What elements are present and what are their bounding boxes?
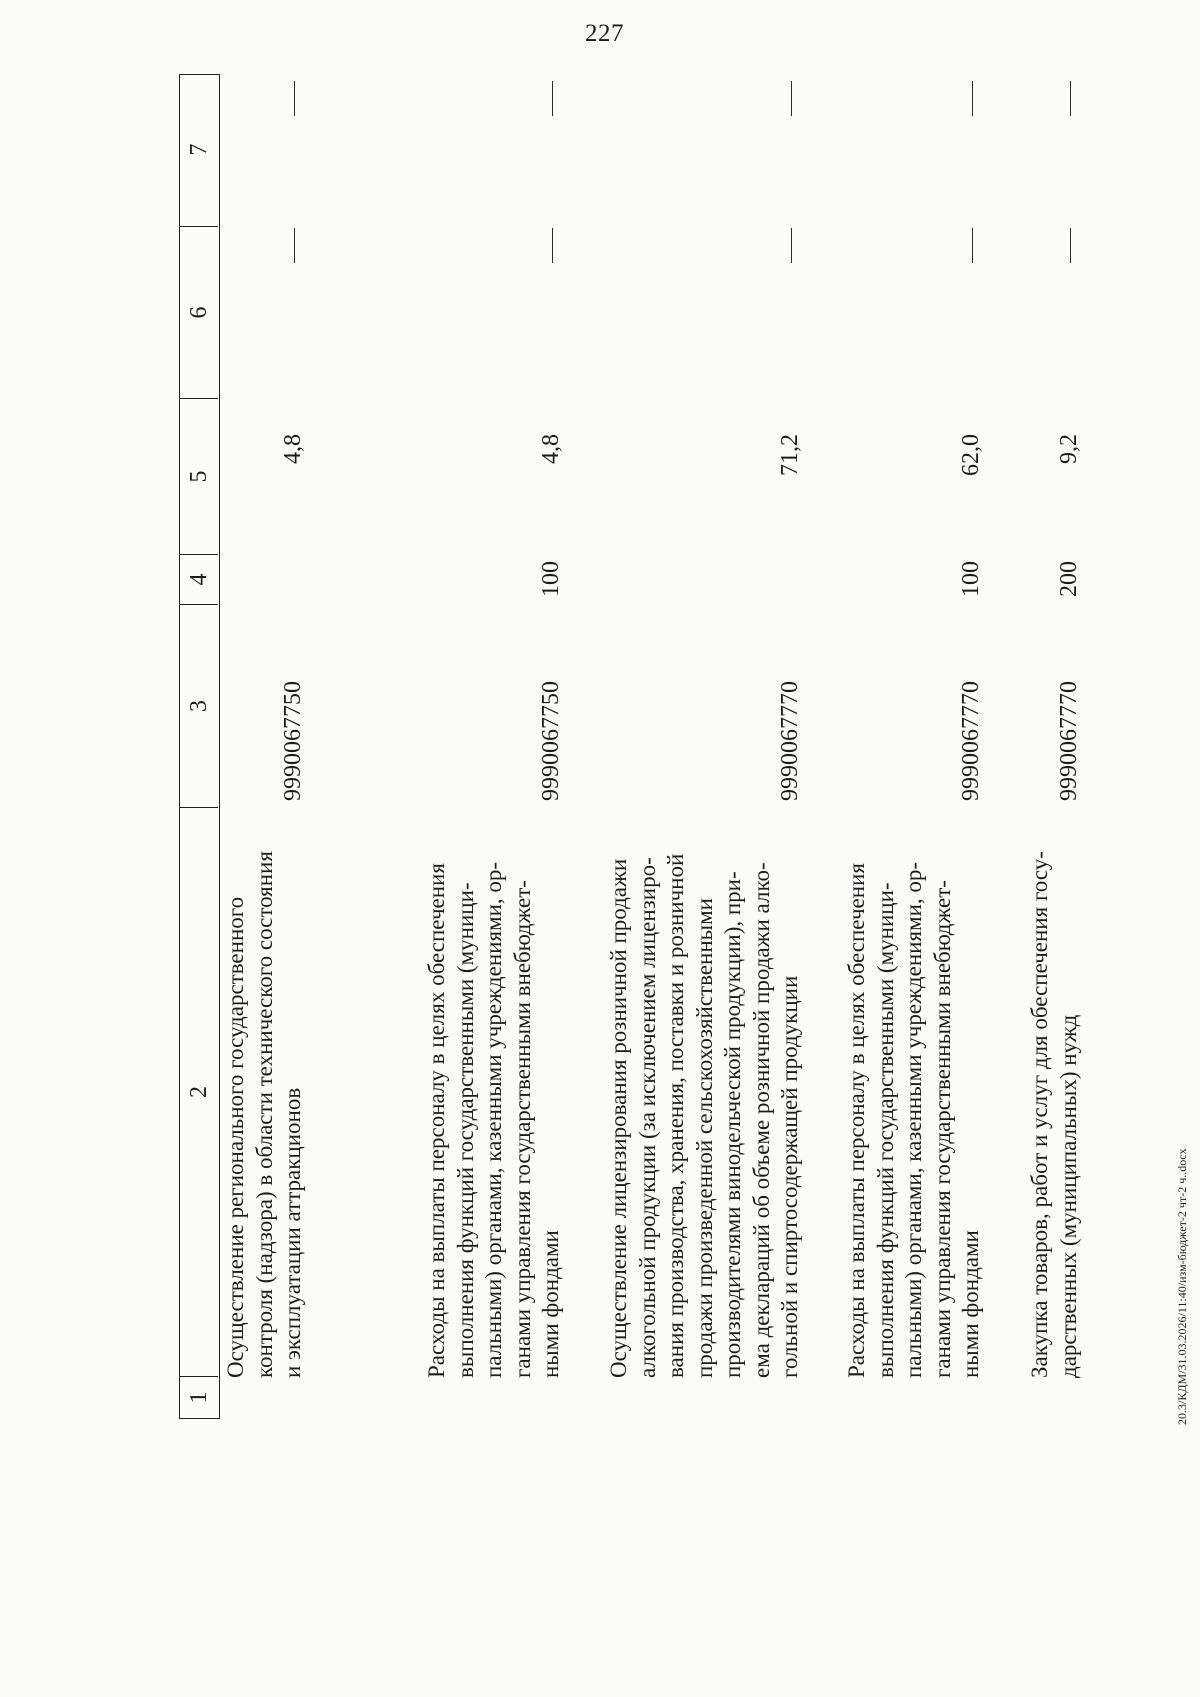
table-header-row: [179, 74, 220, 1419]
target-article-code: 9990067750: [280, 681, 306, 801]
description-line: ными фондами: [958, 1230, 983, 1378]
description-line: Закупка товаров, работ и услуг для обеспечения госу-: [1027, 851, 1052, 1378]
description-line: пальными) органами, казенными учреждениями, ор-: [481, 861, 506, 1378]
description-line: выполнения функций государственными (муници-: [452, 882, 478, 1378]
target-article-code: 9990067770: [1055, 681, 1082, 801]
empty-value-dash: [972, 228, 973, 263]
empty-value-dash: [294, 228, 295, 263]
header-col-6: 6: [180, 227, 218, 399]
row-description: [423, 820, 566, 1378]
empty-value-dash: [552, 81, 553, 116]
header-col-4: 4: [180, 555, 218, 605]
table-row: Осуществление лицензирования розничной продажи алкогольной продукции (за исключением лицензиро- вания производства, хранения, поставки и розничной продажи произведенной сельскохозяйственными производителями винодельческой продукции), при- ема деклараций об объеме розничной продажи алко- гольной и спиртосодержащей продукции 9990067770 71,2: [605, 74, 841, 1419]
description-line: пальными) органами, казенными учреждениями, ор-: [901, 861, 926, 1378]
description-line: ганами управления государственными внебюджет-: [509, 880, 535, 1378]
row-description: [843, 820, 986, 1378]
expense-type-code: 200: [1055, 561, 1082, 597]
target-article-code: 9990067770: [958, 681, 984, 801]
header-col-1: 1: [186, 1391, 212, 1404]
target-article-code: 9990067750: [538, 681, 564, 801]
header-col-7: 7: [180, 73, 218, 227]
page-number: 227: [585, 20, 624, 47]
description-line: ганами управления государственными внебюджет-: [929, 880, 955, 1378]
empty-value-dash: [552, 228, 553, 263]
empty-value-dash: [294, 81, 295, 116]
table-row: Расходы на выплаты персоналу в целях обеспечения выполнения функций государственными (муници- пальными) органами, казенными учреждениями, ор- ганами управления государственными внебюджет- ными фондами 9990067750 100 4,8: [423, 74, 604, 1419]
row-description: [222, 820, 308, 1378]
row-description: [605, 820, 805, 1378]
header-col-2: 2: [180, 808, 218, 1377]
description-line: Расходы на выплаты персоналу в целях обеспечения: [424, 863, 449, 1378]
row-description: [1026, 820, 1083, 1378]
target-article-code: 9990067770: [777, 681, 803, 801]
budget-table: [179, 74, 1200, 1419]
description-line: Осуществление регионального государственного: [223, 896, 248, 1378]
expense-type-code: 100: [958, 561, 984, 597]
empty-value-dash: [1070, 228, 1071, 263]
expense-type-code: 100: [538, 561, 564, 597]
description-line: и эксплуатации аттракционов: [280, 1087, 305, 1378]
description-line: производителями винодельческой продукции), при-: [720, 871, 745, 1378]
description-line: ными фондами: [538, 1230, 563, 1378]
description-line: дарственных (муниципальных) нужд: [1055, 1014, 1081, 1378]
description-line: алкогольной продукции (за исключением лицензиро-: [634, 857, 660, 1378]
description-line: гольной и спиртосодержащей продукции: [777, 975, 802, 1378]
table-row: Закупка товаров, работ и услуг для обеспечения госу- дарственных (муниципальных) нужд 9990067770 200 9,2: [1026, 74, 1146, 1419]
description-line: продажи произведенной сельскохозяйственными: [691, 898, 717, 1378]
empty-value-dash: [972, 81, 973, 116]
empty-value-dash: [791, 228, 792, 263]
description-line: контроля (надзора) в области технического состояния: [251, 851, 277, 1378]
table-row: Расходы на выплаты персоналу в целях обеспечения выполнения функций государственными (муници- пальными) органами, казенными учреждениями, ор- ганами управления государственными внебюджет- ными фондами 9990067770 100 62,0: [843, 74, 1024, 1419]
description-line: выполнения функций государственными (муници-: [872, 882, 898, 1378]
empty-value-dash: [791, 81, 792, 116]
description-line: вания производства, хранения, поставки и розничной: [663, 853, 688, 1378]
description-line: Осуществление лицензирования розничной продажи: [606, 858, 631, 1378]
document-reference: 20.3/КДМ/31.03.2026/11:40/изм-бюджет-2 чт-2 ч..docx: [1175, 1148, 1189, 1425]
description-line: ема деклараций об объеме розничной продажи алко-: [748, 862, 774, 1378]
header-col-3: 3: [180, 605, 218, 808]
empty-value-dash: [1070, 81, 1071, 116]
description-line: Расходы на выплаты персоналу в целях обеспечения: [844, 863, 869, 1378]
header-col-5: 5: [180, 399, 218, 555]
table-row: Осуществление регионального государственного контроля (надзора) в области технического состояния и эксплуатации аттракционов 9990067750 4,8: [222, 74, 403, 1419]
